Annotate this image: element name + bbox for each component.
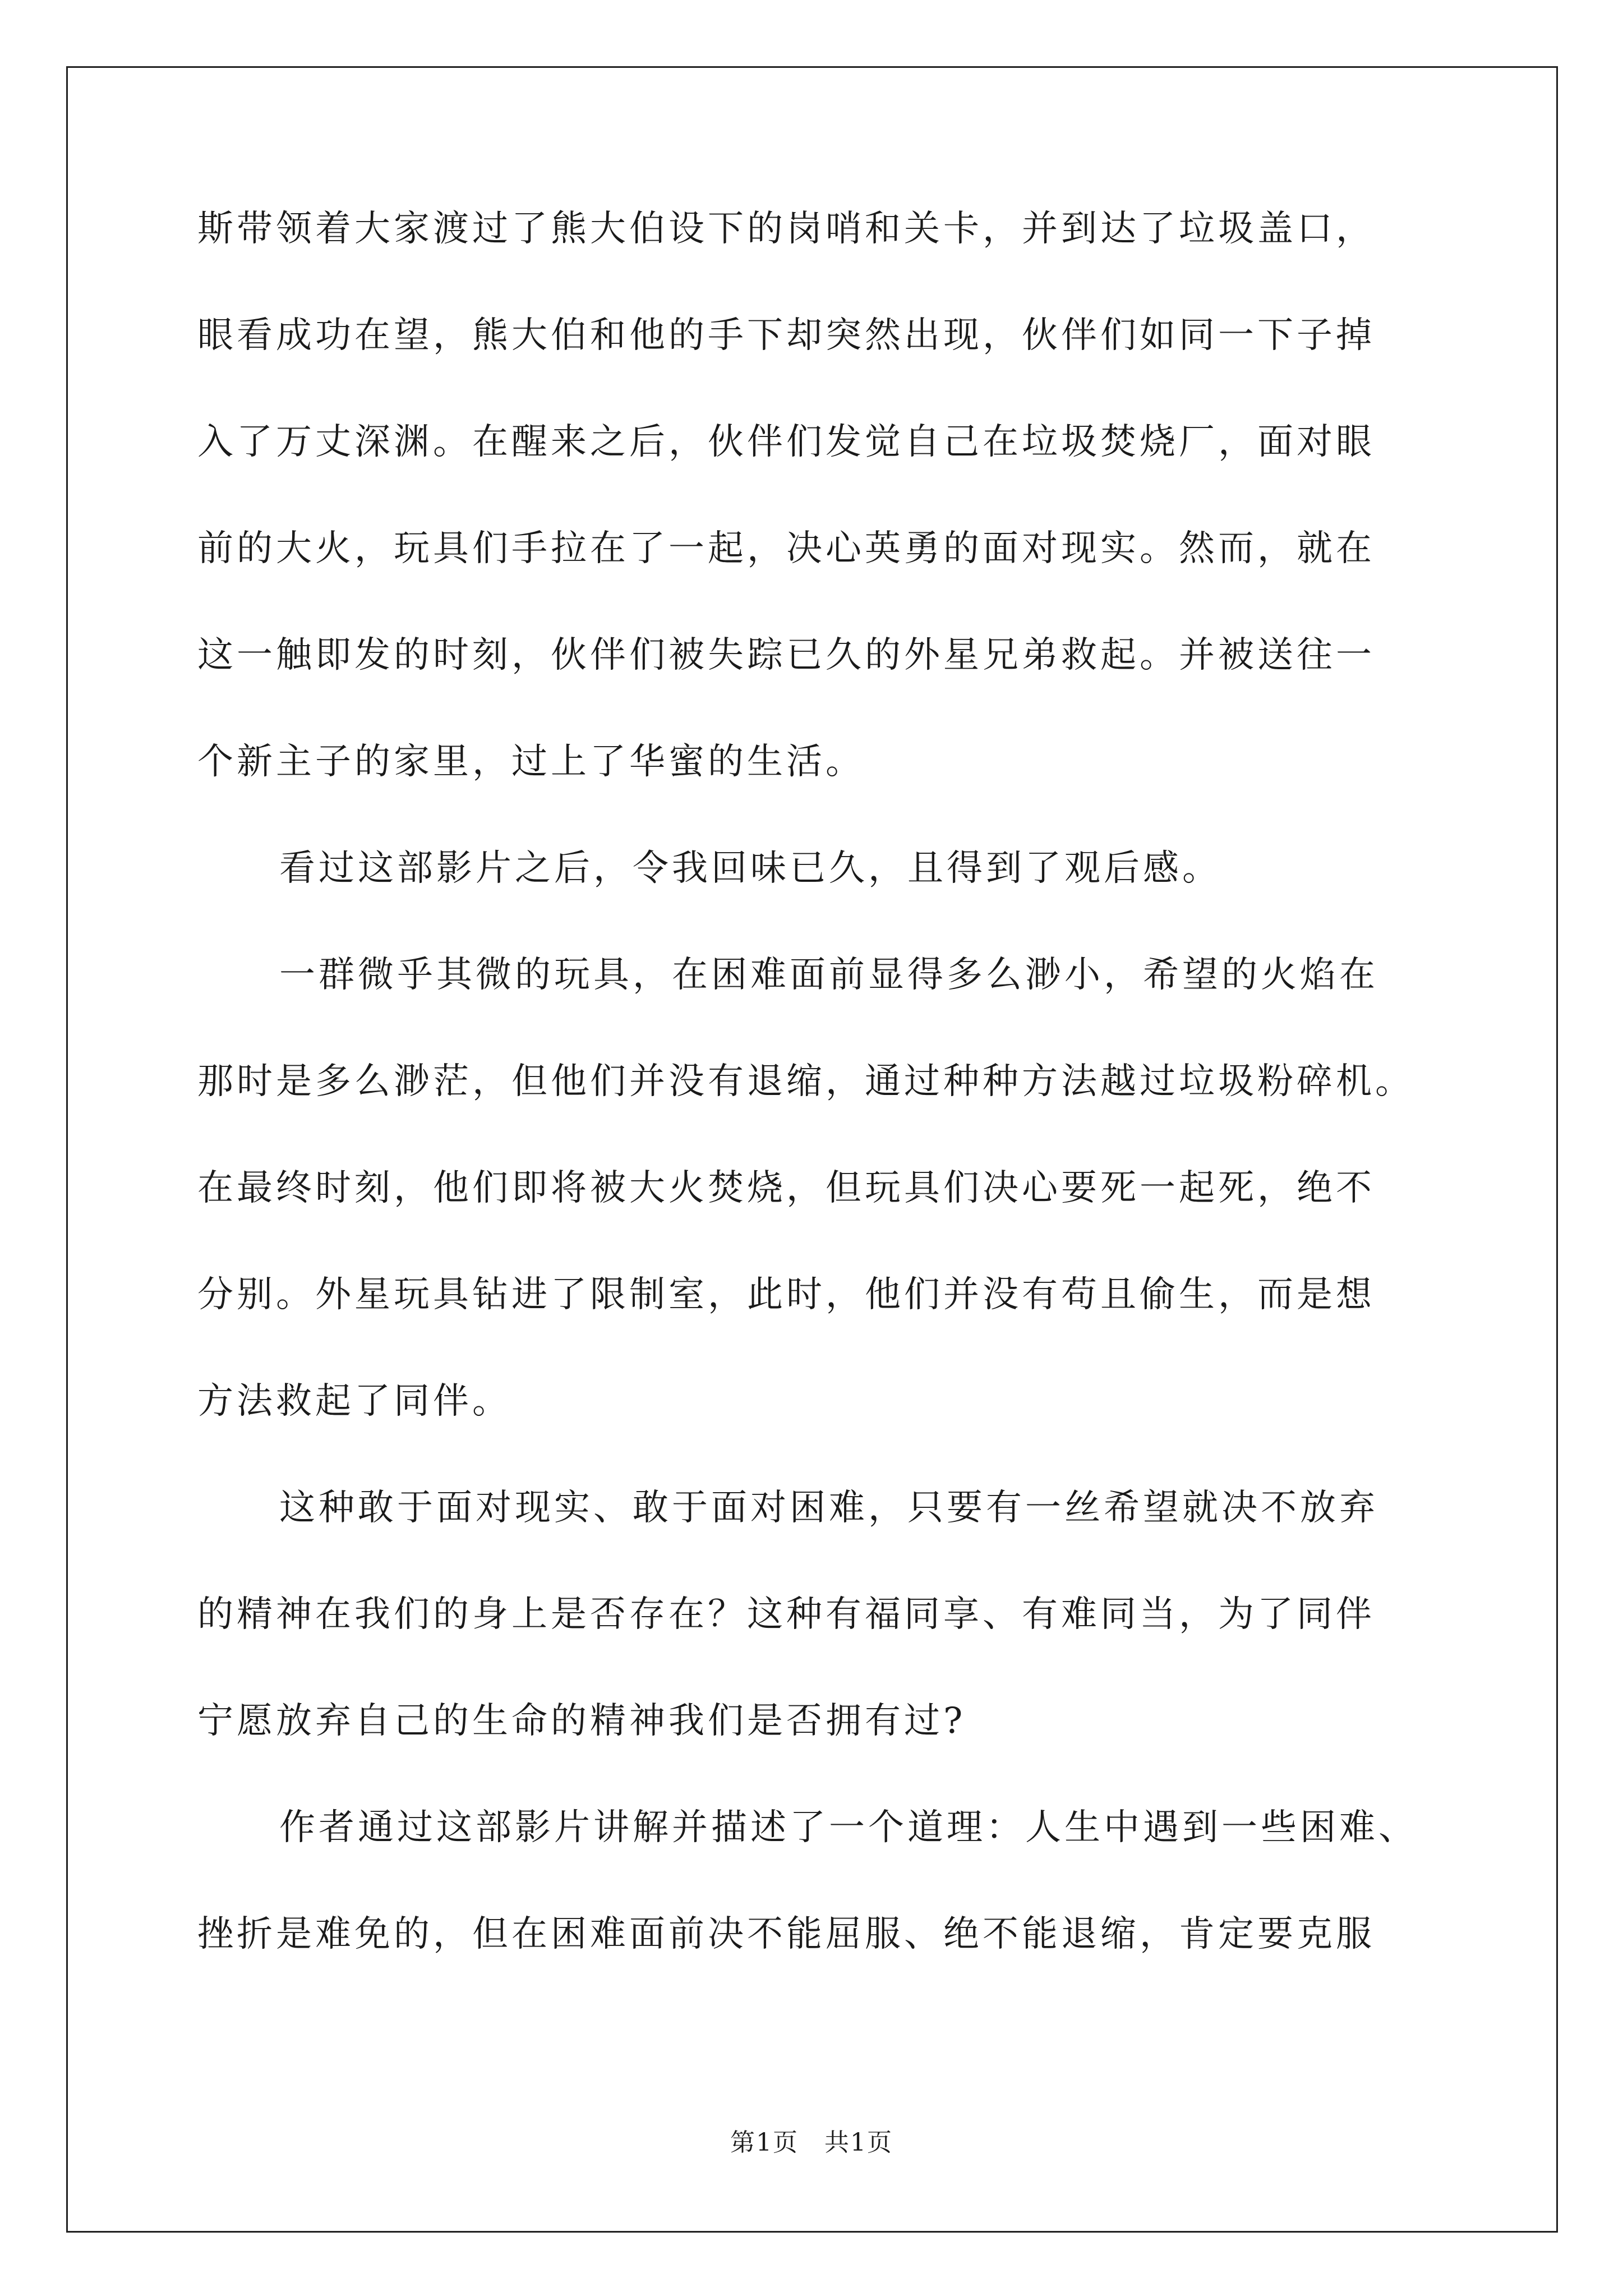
- page-number-total: 共1页: [824, 2128, 893, 2157]
- paragraph-first-line: 作者通过这部影片讲解并描述了一个道理：人生中遇到一些困难、: [279, 1807, 1418, 1848]
- paragraph-first-line: 这种敢于面对现实、敢于面对困难，只要有一丝希望就决不放弃: [279, 1487, 1378, 1529]
- page-number-current: 第1页: [730, 2128, 799, 2157]
- text-line: 方法救起了同伴。: [197, 1381, 511, 1422]
- text-line: 的精神在我们的身上是否存在？这种有福同享、有难同当，为了同伴: [197, 1594, 1375, 1635]
- text-line: 斯带领着大家渡过了熊大伯设下的岗哨和关卡，并到达了垃圾盖口，: [197, 208, 1375, 250]
- text-line: 那时是多么渺茫，但他们并没有退缩，通过种种方法越过垃圾粉碎机。: [197, 1061, 1414, 1102]
- text-line: 宁愿放弃自己的生命的精神我们是否拥有过?: [197, 1700, 966, 1742]
- text-line: 分别。外星玩具钻进了限制室，此时，他们并没有苟且偷生，而是想: [197, 1274, 1375, 1315]
- text-line: 入了万丈深渊。在醒来之后，伙伴们发觉自己在垃圾焚烧厂，面对眼: [197, 421, 1375, 463]
- text-line: 眼看成功在望，熊大伯和他的手下却突然出现，伙伴们如同一下子掉: [197, 315, 1375, 356]
- document-body: [197, 202, 1431, 2014]
- text-line: 挫折是难免的，但在困难面前决不能屈服、绝不能退缩，肯定要克服: [197, 1913, 1375, 1955]
- text-line: 在最终时刻，他们即将被大火焚烧，但玩具们决心要死一起死，绝不: [197, 1167, 1375, 1209]
- text-line: 这一触即发的时刻，伙伴们被失踪已久的外星兄弟救起。并被送往一: [197, 634, 1375, 676]
- text-line: 个新主子的家里，过上了华蜜的生活。: [197, 741, 865, 783]
- paragraph-first-line: 一群微乎其微的玩具，在困难面前显得多么渺小，希望的火焰在: [279, 954, 1378, 996]
- paragraph-first-line: 看过这部影片之后，令我回味已久，且得到了观后感。: [279, 848, 1221, 889]
- page-footer: [0, 2126, 1623, 2160]
- text-line: 前的大火，玩具们手拉在了一起，决心英勇的面对现实。然而，就在: [197, 528, 1375, 569]
